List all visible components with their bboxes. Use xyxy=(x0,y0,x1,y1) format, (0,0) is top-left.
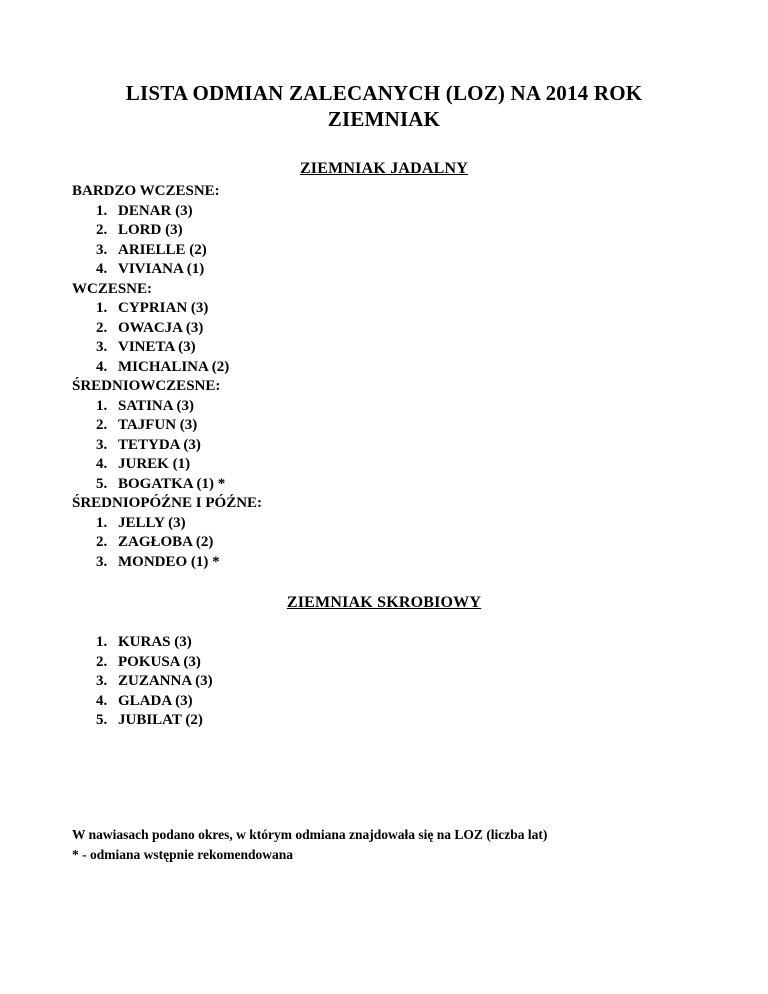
variety-item: OWACJA (3) xyxy=(118,319,204,336)
document-title xyxy=(72,80,696,132)
footnote-asterisk-explanation: * - odmiana wstępnie rekomendowana xyxy=(72,846,294,862)
variety-group-sredniowczesne xyxy=(72,377,696,494)
document-title-line1: LISTA ODMIAN ZALECANYCH (LOZ) NA 2014 ROK xyxy=(125,81,643,105)
variety-item: BOGATKA (1) * xyxy=(118,475,226,492)
variety-item: JUBILAT (2) xyxy=(118,712,203,728)
variety-item: CYPRIAN (3) xyxy=(118,300,209,316)
variety-group-sredniopozne-i-pozne xyxy=(72,494,696,572)
variety-item: VIVIANA (1) xyxy=(118,261,205,277)
variety-item: MONDEO (1) * xyxy=(118,553,220,570)
document-title-line2: ZIEMNIAK xyxy=(327,107,441,131)
variety-list xyxy=(72,633,696,731)
variety-group-label: ŚREDNIOWCZESNE: xyxy=(72,378,221,394)
section-heading-ziemniak-jadalny: ZIEMNIAK JADALNY xyxy=(299,160,469,177)
variety-group-skrobiowy xyxy=(72,633,696,731)
variety-group-label: WCZESNE: xyxy=(72,280,153,297)
variety-list xyxy=(72,299,696,377)
variety-item: JUREK (1) xyxy=(118,456,191,472)
variety-group-bardzo-wczesne xyxy=(72,182,696,280)
variety-list xyxy=(72,397,696,495)
variety-item: VINETA (3) xyxy=(118,339,196,355)
variety-group-label: ŚREDNIOPÓŹNE I PÓŹNE: xyxy=(72,495,263,511)
variety-list xyxy=(72,514,696,573)
variety-item: KURAS (3) xyxy=(118,634,192,650)
variety-item: POKUSA (3) xyxy=(118,653,201,670)
variety-list xyxy=(72,202,696,280)
variety-item: MICHALINA (2) xyxy=(118,358,230,375)
variety-item: GLADA (3) xyxy=(118,692,193,709)
variety-item: SATINA (3) xyxy=(118,397,194,414)
variety-item: ZUZANNA (3) xyxy=(118,673,213,689)
section-heading-ziemniak-skrobiowy: ZIEMNIAK SKROBIOWY xyxy=(286,594,482,611)
variety-item: DENAR (3) xyxy=(118,202,193,219)
footnote-parentheses-explanation: W nawiasach podano okres, w którym odmiana znajdowała się na LOZ (liczba lat) xyxy=(72,826,548,842)
variety-item: LORD (3) xyxy=(118,222,183,238)
variety-item: ARIELLE (2) xyxy=(118,241,207,258)
footnotes xyxy=(72,825,696,865)
variety-item: JELLY (3) xyxy=(118,514,186,531)
variety-item: ZAGŁOBA (2) xyxy=(118,534,214,550)
variety-item: TAJFUN (3) xyxy=(118,417,198,433)
variety-group-wczesne xyxy=(72,280,696,378)
variety-item: TETYDA (3) xyxy=(118,436,201,453)
variety-group-label: BARDZO WCZESNE: xyxy=(72,183,220,199)
